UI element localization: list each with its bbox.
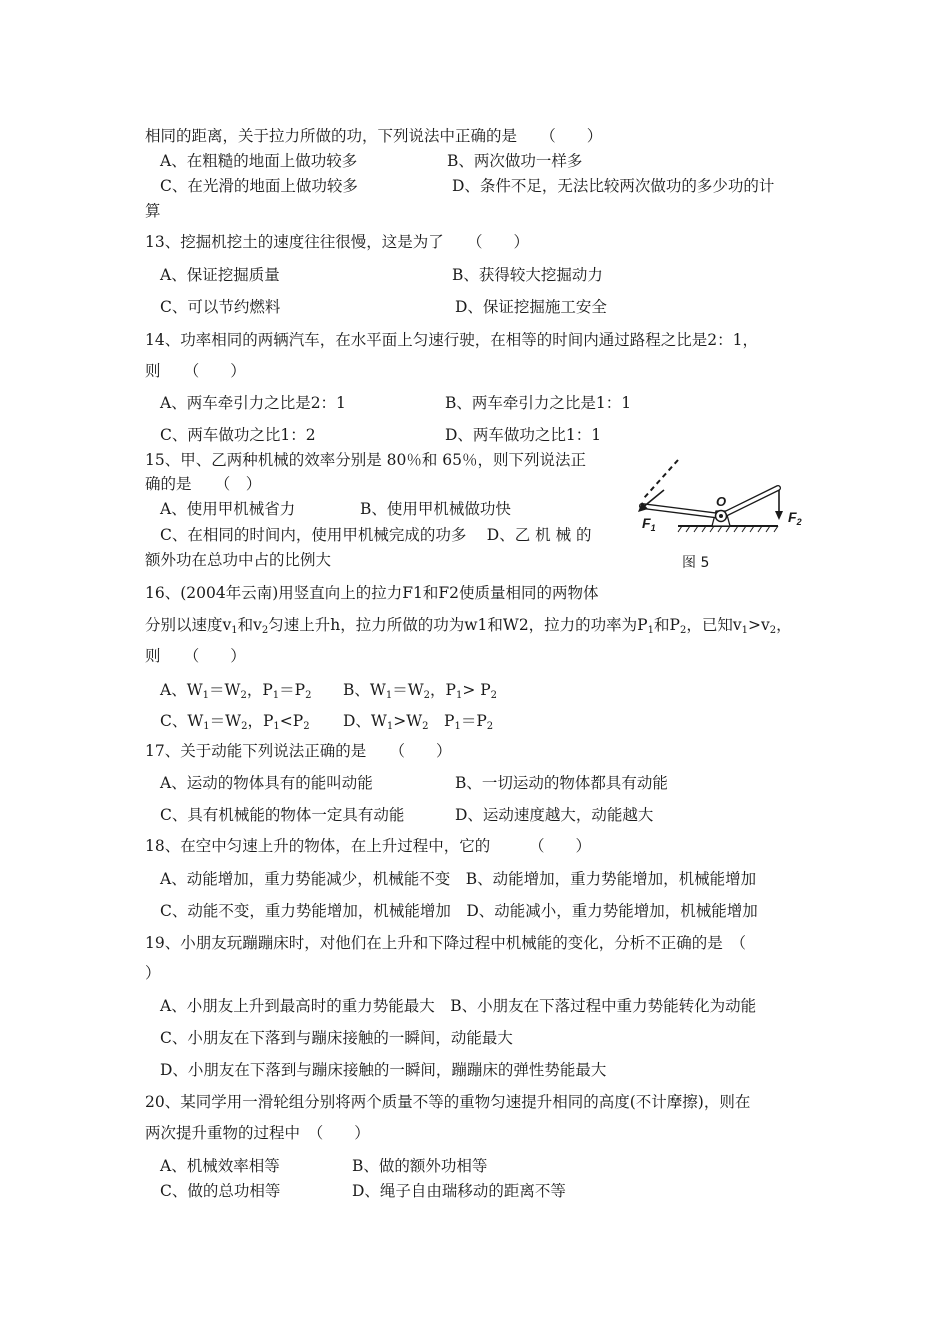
q17-stem: 17、关于动能下列说法正确的是 （ ）	[145, 742, 452, 760]
q16-option-d: D、$W_1>W_2$ $P_1=P_2$	[343, 712, 494, 732]
q12-option-d: D、条件不足，无法比较两次做功的多少功的计	[452, 177, 775, 195]
q17-option-a: A、运动的物体具有的能叫动能	[160, 774, 373, 792]
q13-option-a: A、保证挖掘质量	[160, 266, 280, 284]
q17-option-d: D、运动速度越大，动能越大	[455, 806, 654, 824]
q15-option-a: A、使用甲机械省力	[160, 500, 296, 518]
figure-5-lever-diagram	[628, 456, 824, 574]
q14-stem-line2: 则 （ ）	[145, 362, 246, 380]
q20-option-a: A、机械效率相等	[160, 1157, 280, 1175]
q15-option-c-d: C、在相同的时间内，使用甲机械完成的功多 D、乙 机 械 的	[160, 526, 592, 544]
q14-option-a: A、两车牵引力之比是2：1	[160, 394, 346, 412]
q12-option-c: C、在光滑的地面上做功较多	[160, 177, 358, 195]
q18-options-c-d: C、动能不变，重力势能增加，机械能增加 D、动能减小，重力势能增加，机械能增加	[160, 902, 758, 920]
q14-option-b: B、两车牵引力之比是1：1	[445, 394, 632, 412]
q16-stem-line2: 分别以速度$v_1$和$v_2$匀速上升h，拉力所做的功为w1和W2，拉力的功率为$P_1$和$P_2$，已知$v_1>v_2$，	[145, 616, 792, 636]
pivot-label-o: O	[716, 494, 727, 509]
f1-label: $F_1$	[642, 515, 656, 533]
q17-option-c: C、具有机械能的物体一定具有动能	[160, 806, 405, 824]
q16-option-c: C、$W_1=W_2$，$P_1<P_2$	[160, 712, 310, 732]
figure-caption: 图 5	[682, 555, 710, 571]
q16-stem-line3: 则 （ ）	[145, 647, 246, 665]
q19-stem: 19、小朋友玩蹦蹦床时，对他们在上升和下降过程中机械能的变化，分析不正确的是 （	[145, 934, 746, 952]
lever-right-arm	[721, 488, 778, 516]
f2-label: $F_2$	[788, 509, 802, 527]
lever-left-arm	[642, 506, 721, 516]
q20-option-d: D、绳子自由瑞移动的距离不等	[352, 1182, 566, 1200]
f2-arrowhead	[775, 511, 783, 520]
q18-stem: 18、在空中匀速上升的物体，在上升过程中，它的 （ ）	[145, 837, 591, 855]
q20-option-b: B、做的额外功相等	[352, 1157, 488, 1175]
q16-option-a: A、$W_1=W_2$，$P_1=P_2$	[160, 681, 312, 701]
q13-option-d: D、保证挖掘施工安全	[455, 298, 607, 316]
q15-stem-line2: 确的是 （ ）	[145, 475, 262, 493]
pivot-center	[719, 514, 723, 518]
q12-option-d-continued: 算	[145, 202, 161, 220]
q17-option-b: B、一切运动的物体都具有动能	[455, 774, 668, 792]
q15-option-b: B、使用甲机械做功快	[360, 500, 511, 518]
q20-stem-line2: 两次提升重物的过程中 （ ）	[145, 1124, 370, 1142]
q19-option-d: D、小朋友在下落到与蹦床接触的一瞬间，蹦蹦床的弹性势能最大	[160, 1061, 607, 1079]
q19-options-a-b: A、小朋友上升到最高时的重力势能最大 B、小朋友在下落过程中重力势能转化为动能	[160, 997, 757, 1015]
lever-svg	[628, 456, 824, 574]
q18-options-a-b: A、动能增加，重力势能减少，机械能不变 B、动能增加，重力势能增加，机械能增加	[160, 870, 757, 888]
q13-option-b: B、获得较大挖掘动力	[452, 266, 603, 284]
q19-option-c: C、小朋友在下落到与蹦床接触的一瞬间，动能最大	[160, 1029, 513, 1047]
q16-stem: 16、(2004年云南)用竖直向上的拉力F1和F2使质量相同的两物体	[145, 584, 599, 602]
q14-option-d: D、两车做功之比1：1	[445, 426, 602, 444]
q13-stem: 13、挖掘机挖土的速度往往很慢，这是为了 （ ）	[145, 233, 529, 251]
q13-option-c: C、可以节约燃料	[160, 298, 281, 316]
q14-stem: 14、功率相同的两辆汽车，在水平面上匀速行驶，在相等的时间内通过路程之比是2：1，	[145, 331, 758, 349]
q16-option-b: B、$W_1=W_2$，$P_1> P_2$	[343, 681, 498, 701]
q20-stem: 20、某同学用一滑轮组分别将两个质量不等的重物匀速提升相同的高度(不计摩擦)，则在	[145, 1093, 751, 1111]
q19-stem-line2: ）	[145, 964, 161, 982]
q12-option-a: A、在粗糙的地面上做功较多	[160, 152, 358, 170]
q12-option-b: B、两次做功一样多	[447, 152, 583, 170]
q15-option-d-continued: 额外功在总功中占的比例大	[145, 551, 332, 569]
q14-option-c: C、两车做功之比1：2	[160, 426, 316, 444]
q12-line: 相同的距离，关于拉力所做的功，下列说法中正确的是 （ ）	[145, 127, 603, 145]
q15-stem: 15、甲、乙两种机械的效率分别是 80％和 65％，则下列说法正	[145, 451, 587, 469]
q20-option-c: C、做的总功相等	[160, 1182, 281, 1200]
